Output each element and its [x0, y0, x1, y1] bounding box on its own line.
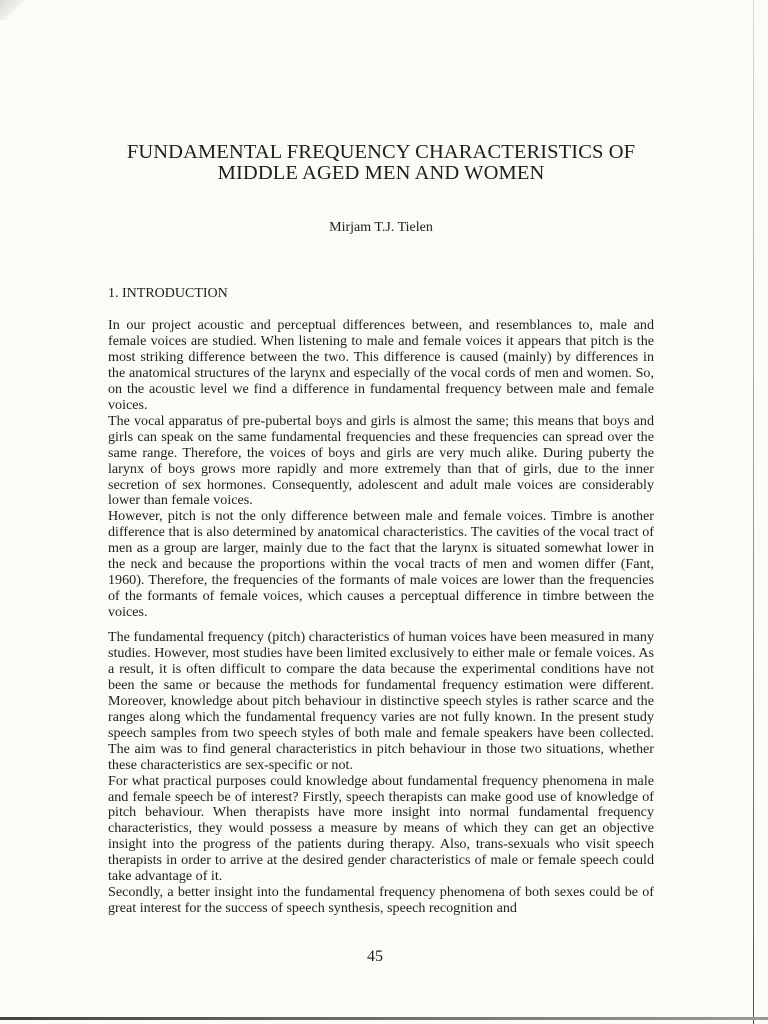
scan-edge-bottom	[0, 1017, 768, 1020]
scan-edge-right	[753, 0, 754, 1024]
author-name: Mirjam T.J. Tielen	[329, 220, 433, 235]
title-line-1: FUNDAMENTAL FREQUENCY CHARACTERISTICS OF	[126, 141, 636, 163]
body-text-block-1	[108, 318, 654, 621]
paragraph-5: For what practical purposes could knowledge about fundamental frequency phenomena in male and female speech be of interest? Firstly, speech therapists can make good use of knowledge of pitch behaviour. When therapists have more insight into normal fundamental frequency characteristics, they would possess a measure by means of which they can get an objective insight into the progress of the patients during therapy. Also, trans-sexuals who visit speech therapists in order to arrive at the desired gender characteristics of male or female speech could take advantage of it.	[108, 772, 654, 885]
paragraph-1: In our project acoustic and perceptual differences between, and resemblances to, male and female voices are studied. When listening to male and female voices it appears that pitch is the most striking difference between the two. This difference is caused (mainly) by differences in the anatomical structures of the larynx and especially of the vocal cords of men and women. So, on the acoustic level we find a difference in fundamental frequency between male and female voices.	[108, 317, 654, 413]
paragraph-2: The vocal apparatus of pre-pubertal boys and girls is almost the same; this means that boys and girls can speak on the same fundamental frequencies and these frequencies can spread over the same range. Therefore, the voices of boys and girls are very much alike. During puberty the larynx of boys grows more rapidly and more extremely than that of girls, due to the inner secretion of sex hormones. Consequently, adolescent and adult male voices are considerably lower than female voices.	[108, 412, 654, 509]
page-number: 45	[367, 948, 383, 965]
scan-corner-artifact	[0, 0, 30, 20]
body-text-block-2	[108, 630, 654, 917]
section-heading-introduction: 1. INTRODUCTION	[108, 286, 228, 301]
paragraph-6: Secondly, a better insight into the fundamental frequency phenomena of both sexes could be of great interest for the success of speech synthesis, speech recognition and	[108, 884, 654, 917]
paragraph-4: The fundamental frequency (pitch) characteristics of human voices have been measured in many studies. However, most studies have been limited exclusively to either male or female voices. As a result, it is often difficult to compare the data because the experimental conditions have not been the same or because the methods for fundamental frequency estimation were different. Moreover, knowledge about pitch behaviour in distinctive speech styles is rather scarce and the ranges along which the fundamental frequency varies are not fully known. In the present study speech samples from two speech styles of both male and female speakers have been collected. The aim was to find general characteristics in pitch behaviour in those two situations, whether these characteristics are sex-specific or not.	[108, 629, 654, 773]
title-line-2: MIDDLE AGED MEN AND WOMEN	[217, 162, 545, 184]
paper-title	[100, 142, 662, 184]
paragraph-3: However, pitch is not the only difference between male and female voices. Timbre is another difference that is also determined by anatomical characteristics. The cavities of the vocal tract of men as a group are larger, mainly due to the fact that the larynx is situated somewhat lower in the neck and because the proportions within the vocal tracts of men and women differ (Fant, 1960). Therefore, the frequencies of the formants of male voices are lower than the frequencies of the formants of female voices, which causes a perceptual difference in timbre between the voices.	[108, 508, 654, 621]
